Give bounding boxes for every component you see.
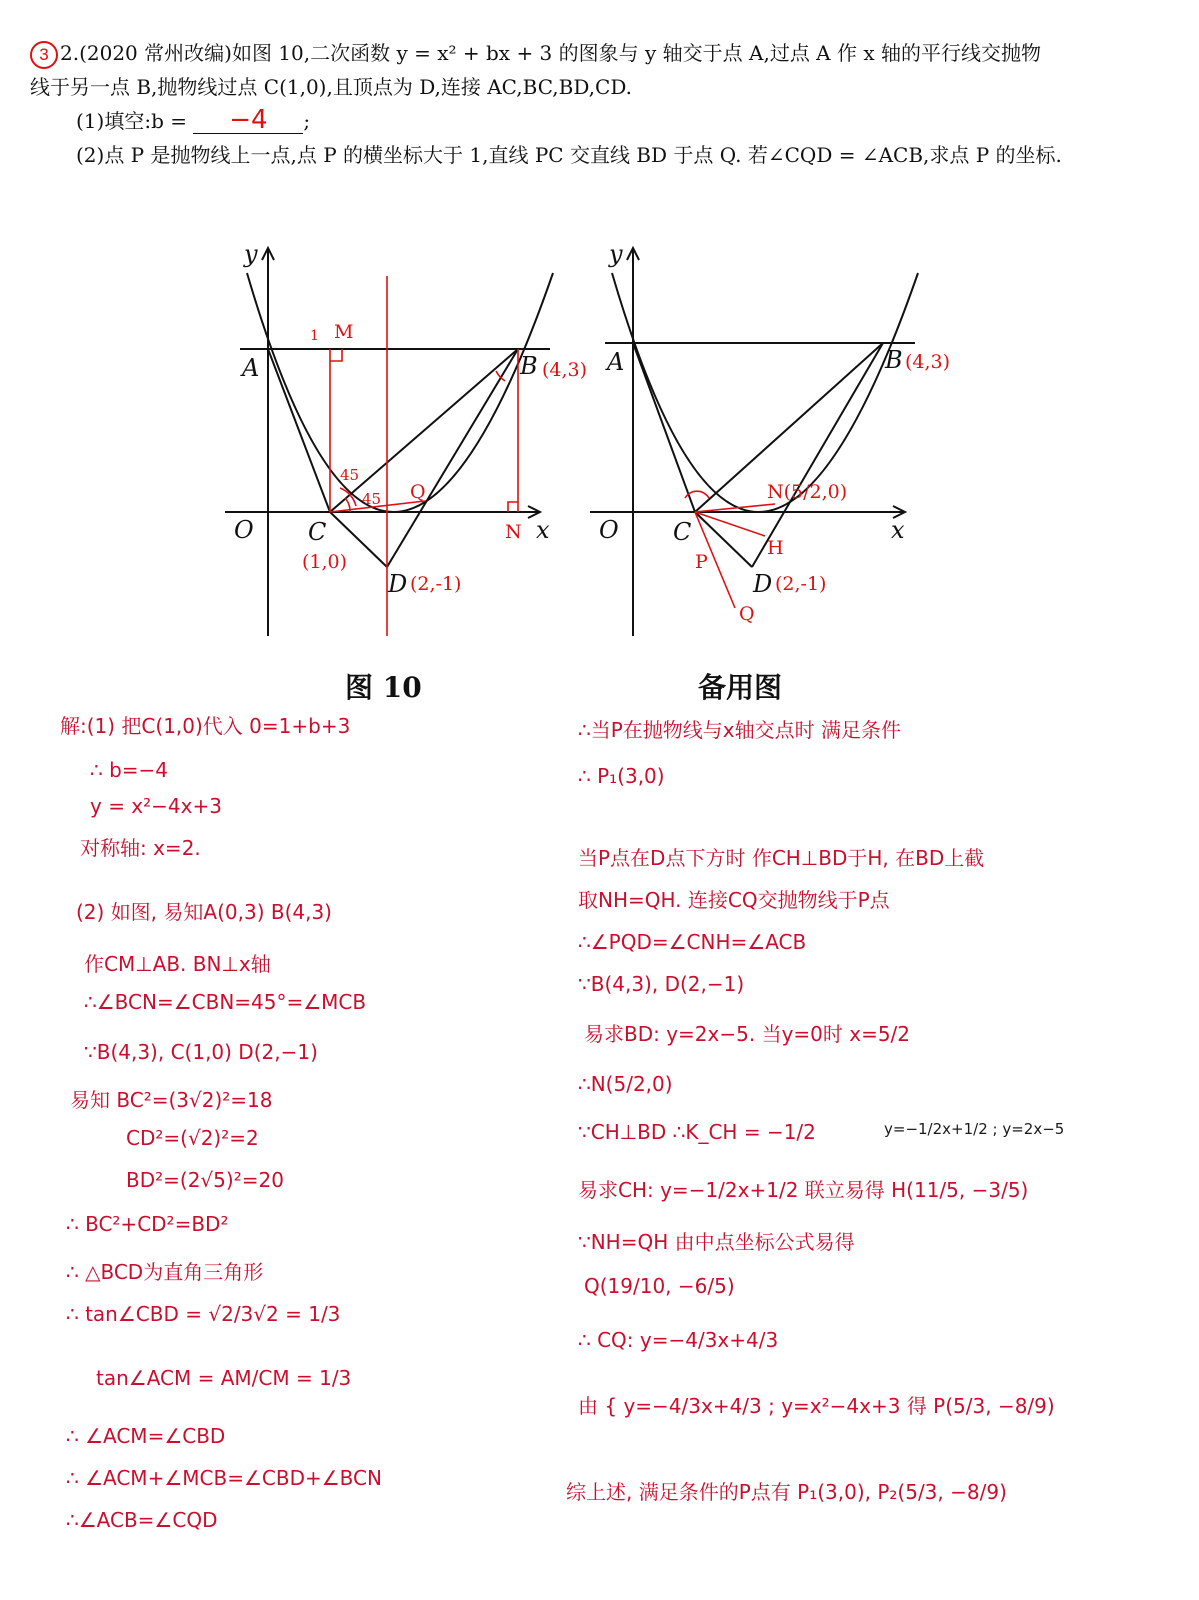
- label-o: O: [599, 516, 619, 544]
- label-q: Q: [410, 481, 426, 503]
- segment-bd: [752, 343, 883, 567]
- label-y: y: [244, 240, 258, 268]
- label-c: C: [673, 518, 692, 546]
- solution-line: ∴∠BCN=∠CBN=45°=∠MCB: [84, 990, 367, 1014]
- label-y: y: [609, 240, 623, 268]
- solution-line: 由 { y=−4/3x+4/3 ; y=x²−4x+3 得 P(5/3, −8/9): [578, 1394, 1055, 1418]
- question-1: (1)填空:b = −4 ;: [76, 105, 311, 135]
- solution-line: ∴ ∠ACM=∠CBD: [66, 1424, 226, 1448]
- label-n: N: [505, 521, 522, 543]
- label-o: O: [234, 516, 254, 544]
- solution-line: ∵B(4,3), D(2,−1): [578, 972, 745, 996]
- label-b-coord: (4,3): [905, 351, 951, 373]
- solution-line: tan∠ACM = AM/CM = 1/3: [96, 1366, 352, 1390]
- solution-line: ∵NH=QH 由中点坐标公式易得: [578, 1230, 855, 1254]
- segment-ch: [695, 512, 765, 536]
- label-d-coord: (2,-1): [775, 573, 827, 595]
- label-d-coord: (2,-1): [410, 573, 462, 595]
- solution-line: ∵B(4,3), C(1,0) D(2,−1): [84, 1040, 318, 1064]
- parabola: [612, 273, 918, 512]
- solution-line: BD²=(2√5)²=20: [126, 1168, 284, 1192]
- solution-line: ∴N(5/2,0): [578, 1072, 673, 1096]
- problem-line-1: 3 2.(2020 常州改编)如图 10,二次函数 y = x² + bx + 3 的图象与 y 轴交于点 A,过点 A 作 x 轴的平行线交抛物: [30, 36, 1180, 70]
- label-b-coord: (4,3): [542, 359, 588, 381]
- figure-10: [220, 236, 588, 646]
- figure-10-caption: 图 10: [345, 671, 422, 704]
- label-n: N(5/2,0): [767, 481, 848, 503]
- solution-line: 取NH=QH. 连接CQ交抛物线于P点: [578, 888, 890, 912]
- label-angle-2: 45: [362, 490, 382, 508]
- solution-line: ∴ CQ: y=−4/3x+4/3: [578, 1328, 779, 1352]
- problem-statement: [30, 36, 1180, 172]
- label-a: A: [242, 354, 260, 382]
- solution-line: ∴ tan∠CBD = √2/3√2 = 1/3: [66, 1302, 341, 1326]
- solution-line: ∴∠PQD=∠CNH=∠ACB: [578, 930, 807, 954]
- parabola: [247, 273, 553, 512]
- label-x: x: [536, 516, 550, 544]
- label-a: A: [607, 348, 625, 376]
- solution-line: ∴ BC²+CD²=BD²: [66, 1212, 229, 1236]
- label-d: D: [753, 570, 773, 598]
- label-mark-1: 1: [310, 328, 319, 344]
- solution-line: 解:(1) 把C(1,0)代入 0=1+b+3: [60, 714, 351, 738]
- label-m: M: [334, 321, 354, 343]
- solution-line: 作CM⊥AB. BN⊥x轴: [84, 952, 271, 976]
- solution-line: ∴ b=−4: [90, 758, 169, 782]
- label-x: x: [891, 516, 905, 544]
- label-b: B: [885, 346, 903, 374]
- solution-line: ∴∠ACB=∠CQD: [66, 1508, 218, 1532]
- solution-line: ∵CH⊥BD ∴K_CH = −1/2: [578, 1120, 816, 1144]
- label-c-coord: (1,0): [302, 551, 348, 573]
- solution-line: ∴ △BCD为直角三角形: [66, 1260, 264, 1284]
- solution-line: 综上述, 满足条件的P点有 P₁(3,0), P₂(5/3, −8/9): [566, 1480, 1007, 1504]
- solution-line: 易知 BC²=(3√2)²=18: [70, 1088, 273, 1112]
- question-1-answer: −4: [193, 107, 303, 134]
- solution-line: y = x²−4x+3: [90, 794, 222, 818]
- solution-line: ∴ P₁(3,0): [578, 764, 665, 788]
- label-p: P: [695, 551, 708, 573]
- solution-line: 易求CH: y=−1/2x+1/2 联立易得 H(11/5, −3/5): [578, 1178, 1029, 1202]
- solution-line: 当P点在D点下方时 作CH⊥BD于H, 在BD上截: [578, 846, 985, 870]
- solution-line: 易求BD: y=2x−5. 当y=0时 x=5/2: [584, 1022, 911, 1046]
- segment-ac: [633, 343, 695, 512]
- label-h: H: [767, 537, 784, 559]
- right-angle-m: [330, 349, 342, 361]
- solution-left: [60, 710, 580, 1570]
- segment-bd: [387, 349, 518, 567]
- solution-line: ∴当P在抛物线与x轴交点时 满足条件: [578, 718, 901, 742]
- solution-line: ∴ ∠ACM+∠MCB=∠CBD+∠BCN: [66, 1466, 382, 1490]
- problem-line-2: 线于另一点 B,抛物线过点 C(1,0),且顶点为 D,连接 AC,BC,BD,CD.: [30, 75, 633, 99]
- problem-number-mark: 3: [30, 41, 58, 69]
- solution-line: (2) 如图, 易知A(0,3) B(4,3): [76, 900, 332, 924]
- solution-line: Q(19/10, −6/5): [584, 1274, 735, 1298]
- solution-system: y=−1/2x+1/2 ; y=2x−5: [884, 1120, 1065, 1138]
- label-b: B: [520, 352, 538, 380]
- label-angle-1: 45: [340, 466, 360, 484]
- label-q: Q: [739, 603, 755, 625]
- label-d: D: [388, 570, 408, 598]
- label-c: C: [308, 518, 327, 546]
- backup-figure: [585, 236, 951, 646]
- backup-figure-caption: 备用图: [698, 671, 783, 704]
- solution-right: [566, 714, 1178, 1574]
- segment-ac: [268, 349, 330, 512]
- right-angle-n: [508, 502, 518, 512]
- solution-line: 对称轴: x=2.: [80, 836, 201, 860]
- solution-line: CD²=(√2)²=2: [126, 1126, 259, 1150]
- question-2: (2)点 P 是抛物线上一点,点 P 的横坐标大于 1,直线 PC 交直线 BD 于点 Q. 若∠CQD = ∠ACB,求点 P 的坐标.: [76, 143, 1062, 167]
